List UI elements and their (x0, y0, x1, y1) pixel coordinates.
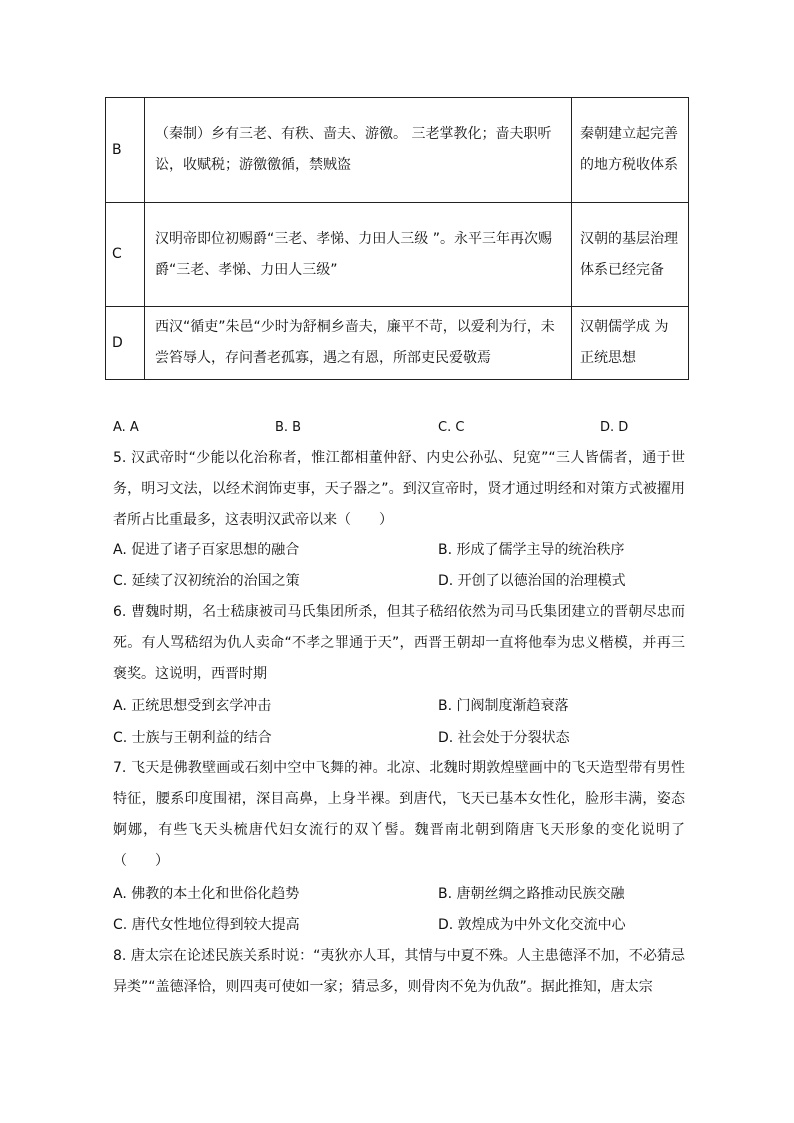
row-conclusion: 秦朝建立起完善的地方税收体系 (572, 98, 689, 203)
option-b[interactable]: B. 唐朝丝绸之路推动民族交融 (438, 886, 625, 902)
option-b[interactable]: B. 门阀制度渐趋衰落 (438, 698, 569, 714)
option-c[interactable]: C. 延续了汉初统治的治国之策 (113, 573, 300, 589)
option-d[interactable]: D. 敦煌成为中外文化交流中心 (438, 917, 626, 933)
table-row (106, 203, 689, 307)
option-c[interactable]: C. 唐代女性地位得到较大提高 (113, 917, 300, 933)
option-d[interactable]: D. 社会处于分裂状态 (438, 730, 570, 746)
option-a[interactable]: A. 佛教的本土化和世俗化趋势 (113, 886, 300, 902)
option-d[interactable]: D. 开创了以德治国的治理模式 (438, 573, 626, 589)
question-5-options-row-2 (113, 566, 685, 597)
question-6-stem: 6. 曹魏时期，名士嵇康被司马氏集团所杀，但其子嵇绍依然为司马氏集团建立的晋朝尽忠而死。有人骂嵇绍为仇人卖命“不孝之罪通于天”，西晋王朝却一直将他奉为忠义楷模，并再三褒奖。这说明，西晋时期 (113, 604, 685, 682)
row-conclusion: 汉朝的基层治理体系已经完备 (572, 203, 689, 307)
question-5-options-row-1 (113, 535, 685, 566)
option-c[interactable]: C. C (438, 420, 465, 435)
table-row (106, 307, 689, 380)
row-label: C (106, 203, 145, 307)
question-5-stem: 5. 汉武帝时“少能以化治称者，惟江都相董仲舒、内史公孙弘、兒宽”“三人皆儒者，通于世务，明习文法，以经术润饰吏事，天子器之”。到汉宣帝时，贤才通过明经和对策方式被擢用者所占比重最多，这表明汉武帝以来（ ） (113, 450, 685, 528)
row-content: 西汉“循吏”朱邑“少时为舒桐乡啬夫，廉平不苛，以爱利为行，未尝笞辱人，存问耆老孤寡，遇之有恩，所部吏民爱敬焉 (145, 307, 572, 380)
option-b[interactable]: B. B (275, 420, 302, 435)
question-7-options-row-2 (113, 910, 685, 941)
option-a[interactable]: A. 促进了诸子百家思想的融合 (113, 542, 300, 558)
option-d[interactable]: D. D (600, 420, 629, 435)
row-label: B (106, 98, 145, 203)
question-6-options-row-1 (113, 691, 685, 722)
question-7-options-row-1 (113, 879, 685, 910)
question-8-stem: 8. 唐太宗在论述民族关系时说：“夷狄亦人耳，其情与中夏不殊。人主患德泽不加，不必猜忌异类”“盖德泽恰，则四夷可使如一家；猜忌多，则骨肉不免为仇敌”。据此推知，唐太宗 (113, 948, 685, 995)
question-4-options (113, 412, 685, 443)
question-6-options-row-2 (113, 723, 685, 754)
row-label: D (106, 307, 145, 380)
table-row (106, 98, 689, 203)
question-7-stem: 7. 飞天是佛教壁画或石刻中空中飞舞的神。北凉、北魏时期敦煌壁画中的飞天造型带有男性特征，腰系印度围裙，深目高鼻，上身半裸。到唐代，飞天已基本女性化，脸形丰满，姿态婀娜，有些飞天头梳唐代妇女流行的双丫髻。魏晋南北朝到隋唐飞天形象的变化说明了（ ） (113, 760, 685, 869)
row-conclusion: 汉朝儒学成 为正统思想 (572, 307, 689, 380)
row-content: 汉明帝即位初赐爵“三老、孝悌、力田人三级 ”。永平三年再次赐爵“三老、孝悌、力田人三级” (145, 203, 572, 307)
option-a[interactable]: A. 正统思想受到玄学冲击 (113, 698, 272, 714)
option-a[interactable]: A. A (113, 420, 139, 435)
option-c[interactable]: C. 士族与王朝利益的结合 (113, 730, 272, 746)
row-content: （秦制）乡有三老、有秩、啬夫、游徼。 三老掌教化；啬夫职听讼，收赋税；游徼徼循，禁贼盗 (145, 98, 572, 203)
question-4-table (105, 97, 689, 380)
option-b[interactable]: B. 形成了儒学主导的统治秩序 (438, 542, 625, 558)
